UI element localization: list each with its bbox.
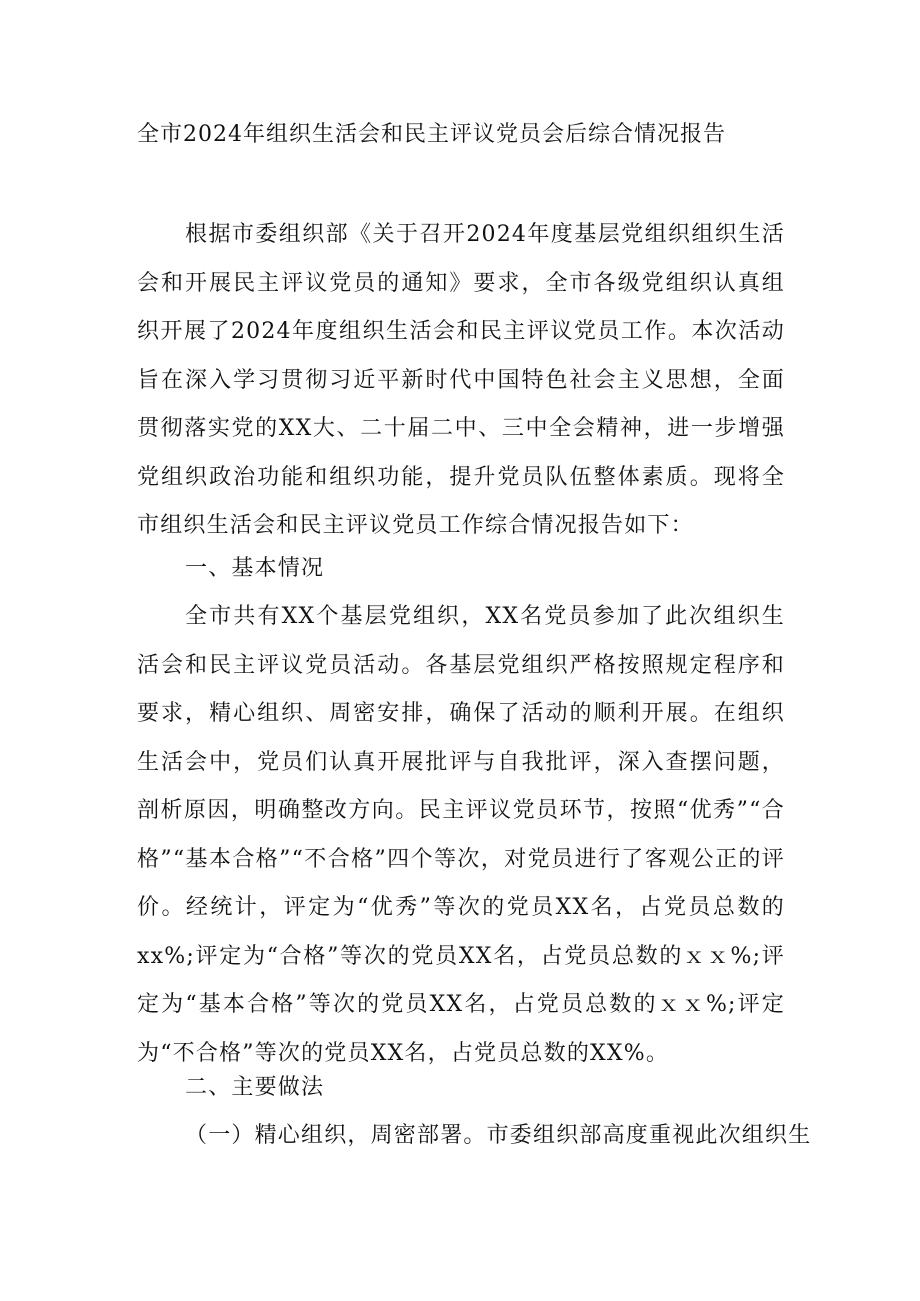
- document-title: 全市2024年组织生活会和民主评议党员会后综合情况报告: [137, 122, 726, 147]
- intro-paragraph: 根据市委组织部《关于召开2024年度基层党组织组织生活会和开展民主评议党员的通知》要求，全市各级党组织认真组织开展了2024年度组织生活会和民主评议党员工作。本次活动旨在深入学习贯彻习近平新时代中国特色社会主义思想，全面贯彻落实党的XX大、二十届二中、三中全会精神，进一步增强党组织政治功能和组织功能，提升党员队伍整体素质。现将全市组织生活会和民主评议党员工作综合情况报告如下：: [137, 222, 785, 538]
- main-practices-first-line: （一）精心组织，周密部署。市委组织部高度重视此次组织生: [185, 1123, 812, 1148]
- section-heading-main-practices: 二、主要做法: [185, 1075, 325, 1100]
- section-heading-basic-situation: 一、基本情况: [185, 556, 325, 581]
- basic-situation-paragraph: 全市共有XX个基层党组织，XX名党员参加了此次组织生活会和民主评议党员活动。各基层党组织严格按照规定程序和要求，精心组织、周密安排，确保了活动的顺利开展。在组织生活会中，党员们认真开展批评与自我批评，深入查摆问题，剖析原因，明确整改方向。民主评议党员环节，按照“优秀”“合格”“基本合格”“不合格”四个等次，对党员进行了客观公正的评价。经统计，评定为“优秀”等次的党员XX名，占党员总数的xx%;评定为“合格”等次的党员XX名，占党员总数的ｘｘ%;评定为“基本合格”等次的党员XX名，占党员总数的ｘｘ%;评定为“不合格”等次的党员XX名，占党员总数的XX%。: [137, 604, 785, 1066]
